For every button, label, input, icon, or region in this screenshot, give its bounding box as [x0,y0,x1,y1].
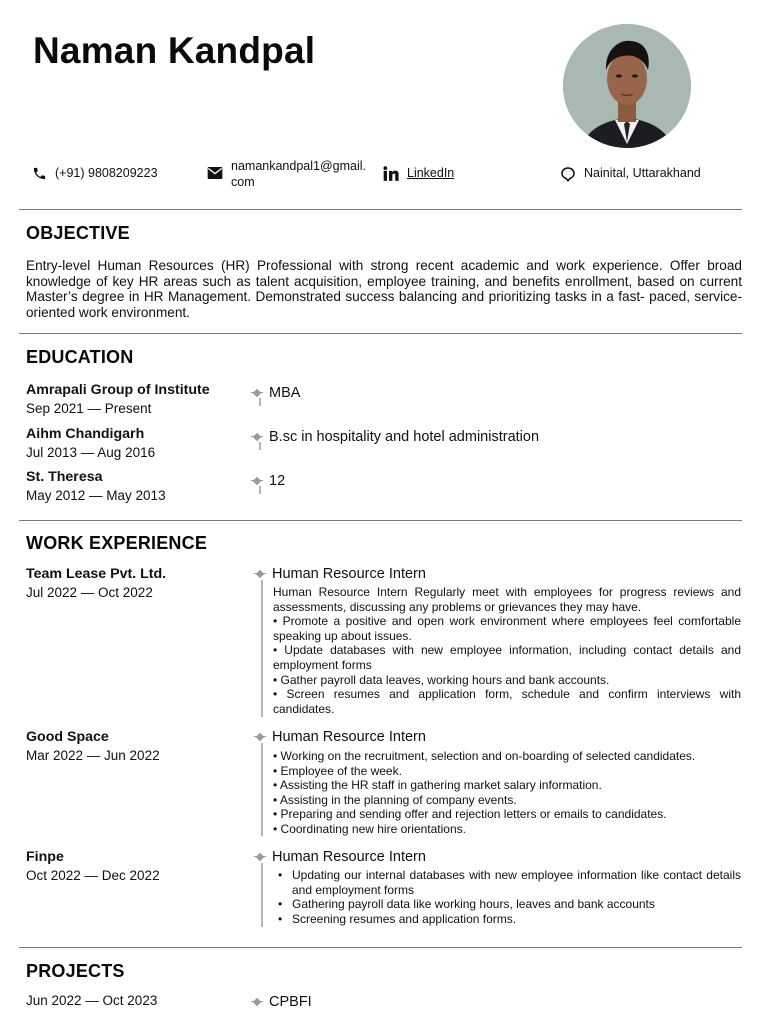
bullet: • [278,868,283,882]
timeline-line [261,863,263,927]
divider [19,333,742,334]
job-line: • Assisting in the planning of company events. [273,792,517,807]
divider [19,209,742,210]
job-title-row [256,566,426,582]
divider [19,947,742,948]
job-description [273,749,741,837]
education-dates: May 2012 — May 2013 [26,488,166,503]
degree-name: 12 [269,473,286,489]
education-dates: Sep 2021 — Present [26,401,152,416]
timeline-line [259,486,261,494]
timeline-marker-icon [256,570,264,578]
profile-photo [563,24,691,148]
job-line: • Screen resumes and application form, schedule and confirm interviews with candidates. [273,687,741,716]
work-dates: Jul 2022 — Oct 2022 [26,585,153,600]
degree-name: B.sc in hospitality and hotel administration [269,429,540,445]
degree-row [253,429,539,445]
education-entry [26,469,166,503]
education-entry [26,382,210,416]
job-title: Human Resource Intern [272,849,426,865]
timeline-marker-icon [253,433,261,441]
job-line: • Update databases with new employee information, including contact details and employment forms [273,643,741,672]
institution-name: Amrapali Group of Institute [26,382,210,398]
timeline-line [261,580,263,717]
job-line: • Promote a positive and open work environment where employees feel comfortable speaking up about issues. [273,614,741,643]
degree-name: MBA [269,385,301,401]
timeline-marker-icon [256,733,264,741]
job-line: Updating our internal databases with new employee information like contact details and employment forms [292,868,741,897]
timeline-line [259,442,261,450]
degree-row [253,473,285,489]
job-line: • Working on the recruitment, selection and on-boarding of selected candidates. [273,749,696,763]
company-name: Finpe [26,849,64,865]
job-line: Gathering payroll data like working hours, leaves and bank accounts [292,897,655,912]
job-line: Human Resource Intern Regularly meet with employees for progress reviews and assessments, discussing any problems or grievances they may have. [273,585,741,614]
work-dates: Oct 2022 — Dec 2022 [26,868,160,883]
work-entry [26,729,160,763]
projects-heading: PROJECTS [26,961,125,981]
work-dates: Mar 2022 — Jun 2022 [26,748,160,763]
job-line: • Coordinating new hire orientations. [273,821,466,836]
list-item [278,912,741,927]
timeline-marker-icon [256,853,264,861]
timeline-marker-icon [253,998,261,1006]
divider [19,520,742,521]
work-entry [26,849,160,883]
objective-text: Entry-level Human Resources (HR) Professional with strong recent academic and work experience. Offer broad knowledge of key HR areas such as talent acquisition, employee training, and benefits enrollment, based on current Master’s degree in HR Management. Demonstrated success balancing and prioritizing tasks in a fast- paced, service-oriented work environment. [26,258,742,320]
timeline-marker-icon [253,477,261,485]
timeline-line [261,743,263,836]
job-line: • Preparing and sending offer and rejection letters or emails to candidates. [273,807,667,822]
job-description [278,868,741,926]
education-heading: EDUCATION [26,347,134,367]
project-dates: Jun 2022 — Oct 2023 [26,993,158,1008]
phone-icon [32,166,47,181]
job-description [273,585,741,716]
contact-phone [32,166,158,181]
list-item [278,897,741,912]
job-title: Human Resource Intern [272,566,426,582]
list-item [278,868,741,897]
email-line-2[interactable]: com [231,175,255,189]
education-entry [26,426,155,460]
phone-number: (+91) 9808209223 [55,166,158,180]
mail-icon [207,166,223,180]
bullet: • [278,897,283,912]
job-line: • Gather payroll data leaves, working hours and bank accounts. [273,672,610,687]
company-name: Team Lease Pvt. Ltd. [26,566,167,582]
project-entry [26,993,157,1008]
work-heading: WORK EXPERIENCE [26,533,208,553]
job-title: Human Resource Intern [272,729,426,745]
education-dates: Jul 2013 — Aug 2016 [26,445,156,460]
job-title-row [256,849,426,865]
linkedin-icon [383,166,399,181]
bullet: • [278,911,283,926]
company-name: Good Space [26,729,109,745]
project-name: CPBFI [269,994,312,1010]
institution-name: Aihm Chandigarh [26,426,145,442]
job-line: • Assisting the HR staff in gathering market salary information. [273,778,602,793]
job-title-row [256,729,426,745]
location-text: Nainital, Uttarakhand [584,166,701,180]
email-line-1[interactable]: namankandpal1@gmail. [231,159,366,173]
job-line: Screening resumes and application forms. [292,911,517,926]
timeline-marker-icon [253,389,261,397]
objective-heading: OBJECTIVE [26,223,130,243]
location-icon [560,166,576,182]
job-line: • Employee of the week. [273,763,402,778]
contact-location [560,166,701,182]
contact-email [207,158,366,190]
candidate-name: Naman Kandpal [33,30,316,71]
work-entry [26,566,166,600]
contact-linkedin[interactable] [383,166,454,181]
timeline-line [259,398,261,406]
linkedin-link[interactable]: LinkedIn [407,166,455,180]
institution-name: St. Theresa [26,469,103,485]
project-row [253,994,312,1010]
